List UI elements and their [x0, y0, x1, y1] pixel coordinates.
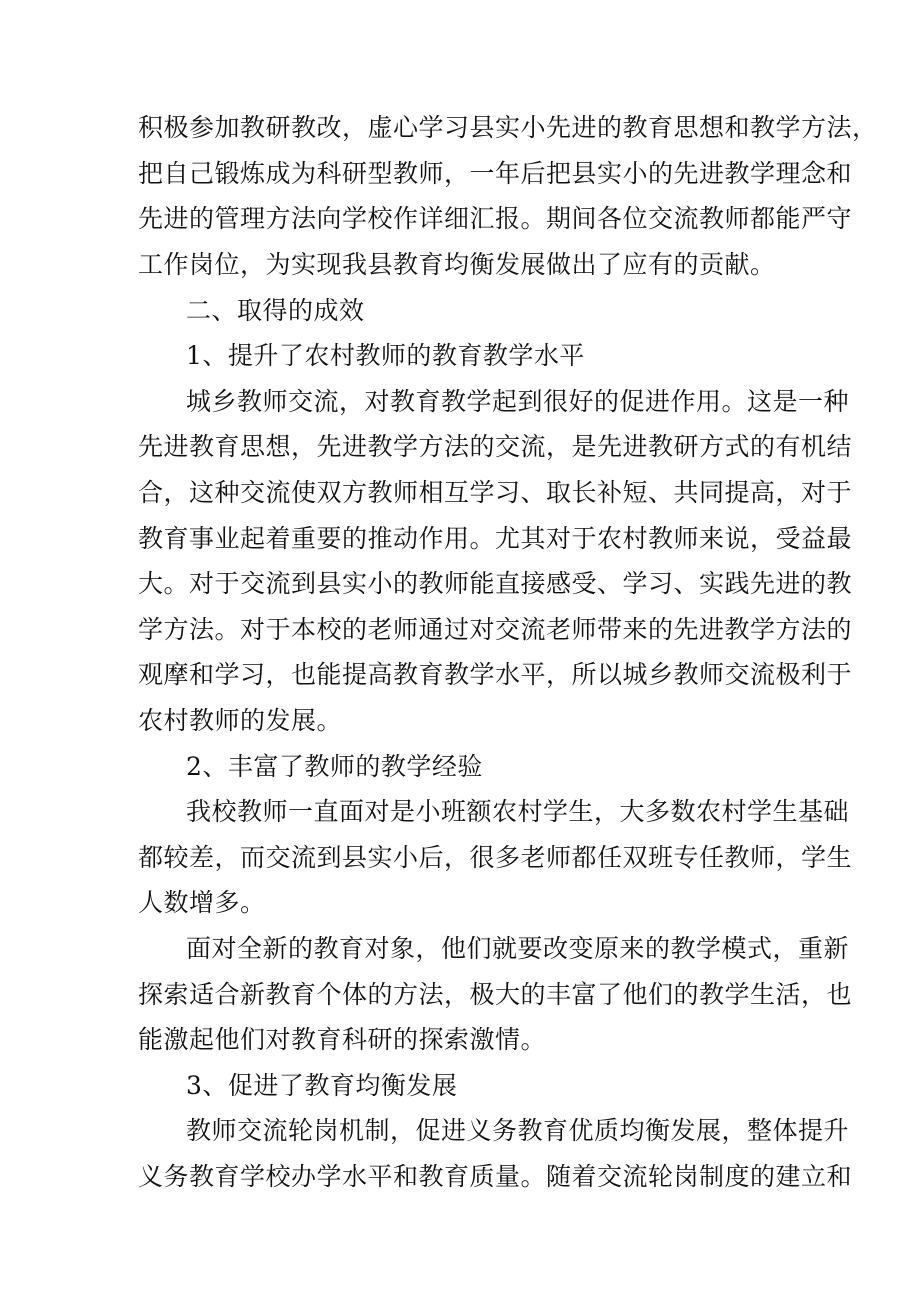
- section-heading: 二、取得的成效: [186, 296, 365, 325]
- paragraph-line: 城乡教师交流，对教育教学起到很好的促进作用。这是一种: [186, 387, 850, 416]
- paragraph-line: 先进教育思想，先进教学方法的交流，是先进教研方式的有机结: [138, 432, 853, 461]
- paragraph-line: 学方法。对于本校的老师通过对交流老师带来的先进教学方法的: [138, 615, 853, 644]
- paragraph-line: 探索适合新教育个体的方法，极大的丰富了他们的教学生活，也: [138, 980, 853, 1009]
- paragraph-line: 合，这种交流使双方教师相互学习、取长补短、共同提高，对于: [138, 478, 853, 507]
- paragraph-line: 面对全新的教育对象，他们就要改变原来的教学模式，重新: [186, 934, 850, 963]
- paragraph-line: 把自己锻炼成为科研型教师，一年后把县实小的先进教学理念和: [138, 159, 853, 188]
- paragraph-line: 能激起他们对教育科研的探索激情。: [138, 1025, 547, 1054]
- subsection-heading: 2、丰富了教师的教学经验: [186, 752, 483, 781]
- paragraph-line: 义务教育学校办学水平和教育质量。随着交流轮岗制度的建立和: [138, 1162, 853, 1191]
- paragraph-line: 工作岗位，为实现我县教育均衡发展做出了应有的贡献。: [138, 250, 776, 279]
- paragraph-line: 农村教师的发展。: [138, 706, 343, 735]
- paragraph-line: 教师交流轮岗机制，促进义务教育优质均衡发展，整体提升: [186, 1116, 850, 1145]
- subsection-heading: 1、提升了农村教师的教育教学水平: [186, 341, 585, 370]
- paragraph-line: 先进的管理方法向学校作详细汇报。期间各位交流教师都能严守: [138, 204, 853, 233]
- subsection-heading: 3、促进了教育均衡发展: [186, 1071, 458, 1100]
- paragraph-line: 积极参加教研教改，虚心学习县实小先进的教育思想和教学方法，: [138, 113, 878, 142]
- paragraph-line: 人数增多。: [138, 888, 266, 917]
- paragraph-line: 都较差，而交流到县实小后，很多老师都任双班专任教师，学生: [138, 843, 853, 872]
- paragraph-line: 教育事业起着重要的推动作用。尤其对于农村教师来说，受益最: [138, 524, 853, 553]
- paragraph-line: 观摩和学习，也能提高教育教学水平，所以城乡教师交流极利于: [138, 660, 853, 689]
- paragraph-line: 大。对于交流到县实小的教师能直接感受、学习、实践先进的教: [138, 569, 853, 598]
- paragraph-line: 我校教师一直面对是小班额农村学生，大多数农村学生基础: [186, 797, 850, 826]
